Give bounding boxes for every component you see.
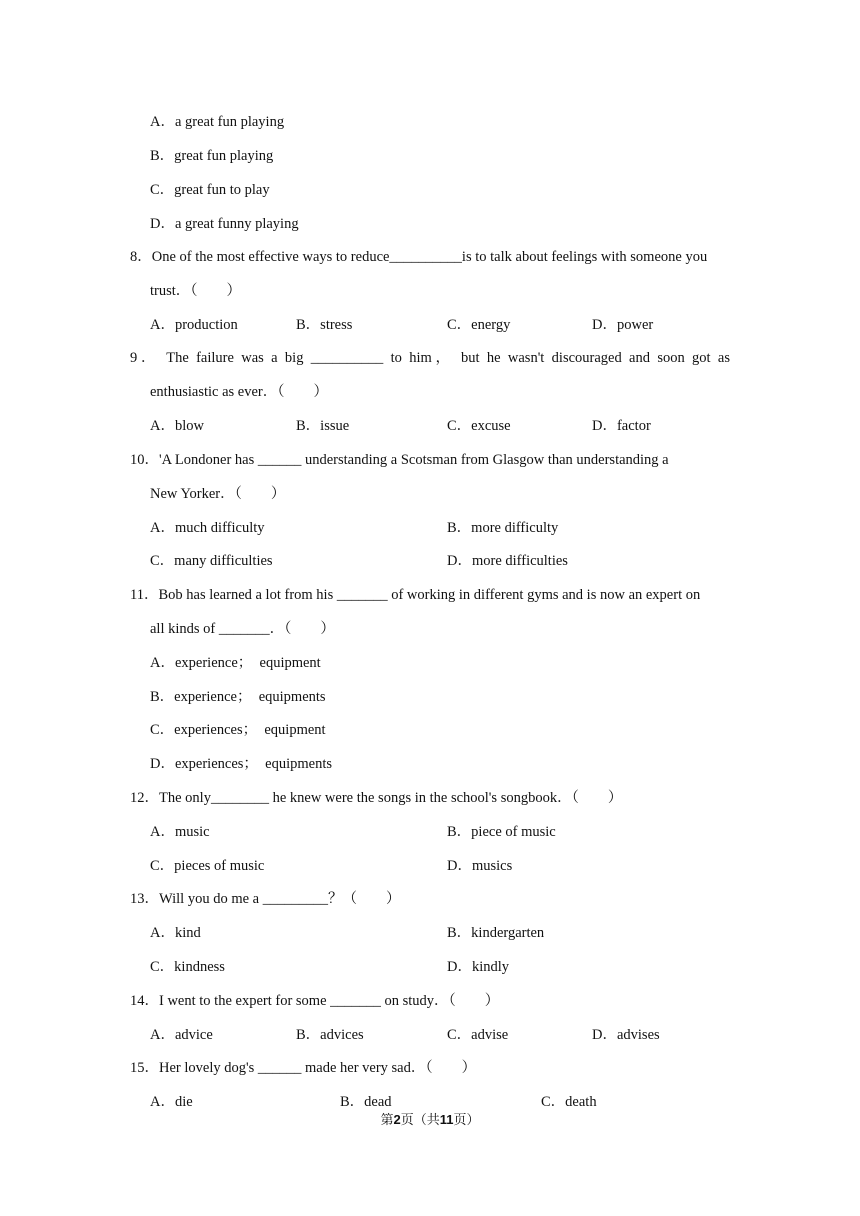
page-footer xyxy=(0,1112,860,1128)
q15-option-a: A．die xyxy=(150,1094,193,1110)
q9-option-d: D．factor xyxy=(592,418,651,434)
q10-stem-line1: 10．'A Londoner has ______ understanding a Scotsman from Glasgow than understanding a xyxy=(130,452,669,468)
q11-option-b: B．experience； equipments xyxy=(150,689,326,705)
q11-option-a: A．experience； equipment xyxy=(150,655,321,671)
footer-middle: 页（共 xyxy=(400,1112,440,1127)
q7-option-a: A．a great fun playing xyxy=(150,114,285,130)
q8-stem-line1: 8．One of the most effective ways to reduce__________is to talk about feelings with someone you xyxy=(130,249,708,265)
q11-stem-line2: all kinds of _______．（ ） xyxy=(150,621,335,637)
q8-option-c: C．energy xyxy=(447,317,511,333)
q12-option-d: D．musics xyxy=(447,858,513,874)
q8-option-b: B．stress xyxy=(296,317,353,333)
q9-option-c: C．excuse xyxy=(447,418,511,434)
q8-stem-line2: trust．（ ） xyxy=(150,283,242,299)
q14-option-b: B．advices xyxy=(296,1027,364,1043)
q10-option-d: D．more difficulties xyxy=(447,553,568,569)
q12-option-b: B．piece of music xyxy=(447,824,556,840)
q14-stem: 14．I went to the expert for some _______ on study．（ ） xyxy=(130,993,500,1009)
q10-option-c: C．many difficulties xyxy=(150,553,273,569)
q12-stem: 12．The only________ he knew were the songs in the school's songbook．（ ） xyxy=(130,790,623,806)
q13-stem: 13．Will you do me a _________？（ ） xyxy=(130,891,401,907)
q9-option-a: A．blow xyxy=(150,418,204,434)
q15-stem: 15．Her lovely dog's ______ made her very sad．（ ） xyxy=(130,1060,477,1076)
q9-stem-line1: 9． The failure was a big __________ to him， but he wasn't discouraged and soon got as xyxy=(130,350,730,366)
q14-option-d: D．advises xyxy=(592,1027,660,1043)
q11-stem-line1: 11．Bob has learned a lot from his _______ of working in different gyms and is now an expert on xyxy=(130,587,701,603)
q13-option-b: B．kindergarten xyxy=(447,925,545,941)
q7-option-b: B．great fun playing xyxy=(150,148,274,164)
q13-option-d: D．kindly xyxy=(447,959,510,975)
q7-option-c: C．great fun to play xyxy=(150,182,270,198)
q14-option-c: C．advise xyxy=(447,1027,509,1043)
q12-option-c: C．pieces of music xyxy=(150,858,265,874)
q10-option-a: A．much difficulty xyxy=(150,520,265,536)
q13-option-a: A．kind xyxy=(150,925,201,941)
q15-option-b: B．dead xyxy=(340,1094,392,1110)
q9-option-b: B．issue xyxy=(296,418,350,434)
q11-option-c: C．experiences； equipment xyxy=(150,722,326,738)
footer-prefix: 第 xyxy=(380,1112,394,1127)
q12-option-a: A．music xyxy=(150,824,210,840)
q15-option-c: C．death xyxy=(541,1094,597,1110)
q7-option-d: D．a great funny playing xyxy=(150,216,299,232)
q8-option-a: A．production xyxy=(150,317,238,333)
footer-total-pages: 11 xyxy=(439,1112,454,1127)
q10-stem-line2: New Yorker．（ ） xyxy=(150,486,286,502)
q14-option-a: A．advice xyxy=(150,1027,213,1043)
q8-option-d: D．power xyxy=(592,317,654,333)
q11-option-d: D．experiences； equipments xyxy=(150,756,333,772)
footer-suffix: 页） xyxy=(453,1112,480,1127)
q13-option-c: C．kindness xyxy=(150,959,225,975)
q9-stem-line2: enthusiastic as ever．（ ） xyxy=(150,384,328,400)
footer-page-number: 2 xyxy=(393,1112,401,1127)
q10-option-b: B．more difficulty xyxy=(447,520,559,536)
